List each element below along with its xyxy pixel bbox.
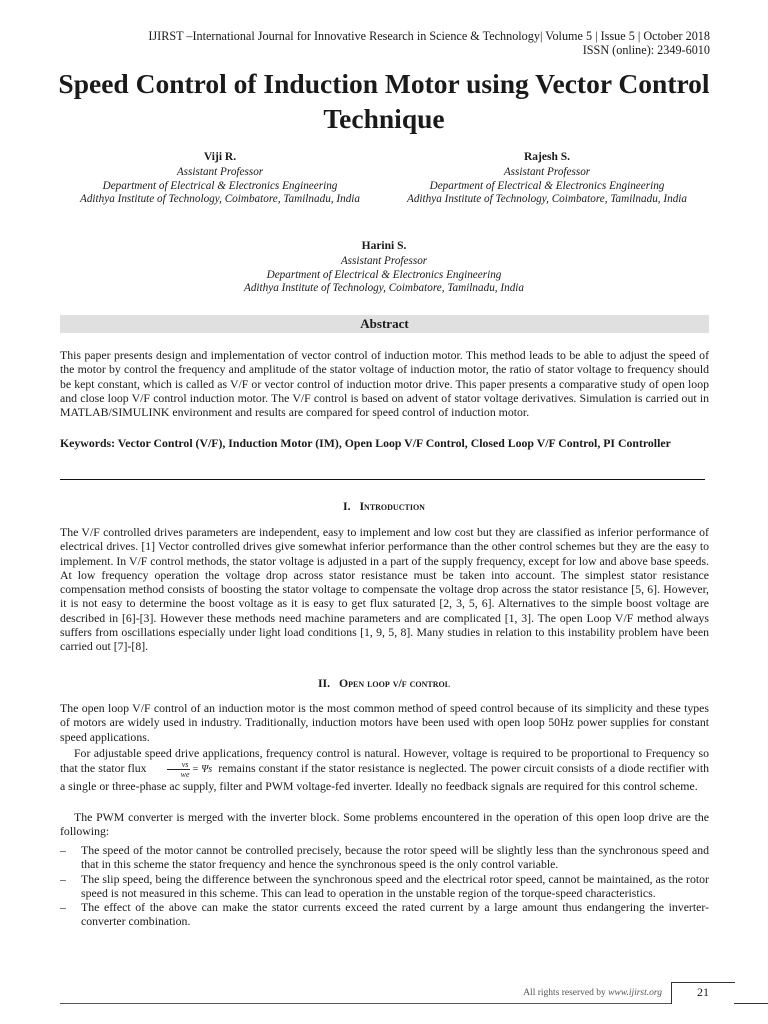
flux-rhs: = Ψs [192,764,213,776]
author-department: Department of Electrical & Electronics Engineering [429,179,665,192]
section-heading-open-loop [0,676,768,691]
author-block [184,240,584,296]
introduction-text: The V/F controlled drives parameters are independent, easy to implement and low cost but they are classified as inferior performance of electrical drives. [1] Vector controlled drives give somewhat inferior performance than the other control schemes but they are the easy to implement. In V/F control methods, the stator voltage is adjusted in a part of the supply frequency, except for low and above base speeds. At low frequency operation the voltage drop across stator resistance must be taken into account. The simplest stator resistance compensation method consists of boosting the stator voltage to compensate the voltage drop across the stator resistance [5, 6]. However, it is not easy to determine the boost voltage as it is easy to get flux saturated [2, 3, 5, 6]. Alternatives to the simple boost voltage are described in [6]-[3]. However these methods need machine parameters and are complicated [1, 3]. The open Loop V/F method always suffers from oscillations especially under light load conditions [1, 9, 5, 8]. Many studies in relation to this instability problem have been carried out [7]-[8]. [60,525,709,654]
page-number: 21 [697,985,709,999]
flux-fraction [167,760,190,779]
abstract-text: This paper presents design and implementation of vector control of induction motor. This method leads to be able to adjust the speed of the motor by control the frequency and amplitude of the stator voltage of induction motor, the ratio of stator voltage to frequency should be kept constant, which is called as V/F or vector control of induction motor drive. This paper presents a comparative study of open loop and close loop V/F control induction motor. The V/F control is based on advent of stator voltage derivatives. Simulation is carried out in MATLAB/SIMULINK environment and results are compared for speed control of induction motor. [60,348,709,420]
section-number: I. [343,499,351,513]
abstract-heading: Abstract [60,315,709,333]
open-loop-paragraph-1: The open loop V/F control of an induction motor is the most common method of speed control because of its simplicity and these types of motors are widely used in industry. Traditionally, induction motors have been used with open loop 50Hz power supplies for constant speed applications. [60,701,709,744]
paragraph-text: For adjustable speed drive applications, frequency control is natural. However, voltage is required to be proportional to Frequency so that the stator flux [60,746,709,776]
list-item-text: The effect of the above can make the stator currents exceed the rated current by a large amount thus endangering the inverter-converter combination. [81,900,709,929]
problem-list [60,843,709,929]
author-block [387,151,707,207]
list-item [60,872,709,901]
author-block [60,151,380,207]
author-institution: Adithya Institute of Technology, Coimbatore, Tamilnadu, India [80,193,360,206]
list-item-text: The slip speed, being the difference between the synchronous speed and the electrical rotor speed, cannot be maintained, as the rotor speed is not measured in this scheme. This can lead to operation in the unstable region of the torque-speed characteristics. [81,871,709,900]
author-name: Viji R. [203,151,237,163]
section-title: Introduction [359,499,425,513]
section-number: II. [317,676,331,690]
footer-rule [60,1003,671,1004]
author-department: Department of Electrical & Electronics Engineering [266,268,502,281]
author-role: Assistant Professor [503,165,591,178]
journal-header: IJIRST –International Journal for Innovative Research in Science & Technology| Volume 5 | Issue 5 | October 2018 [148,29,710,43]
bullet-marker: – [60,871,66,886]
author-institution: Adithya Institute of Technology, Coimbatore, Tamilnadu, India [244,282,524,295]
footer-rights [523,988,662,998]
flux-equation [153,760,213,779]
flux-numerator: vs [167,760,190,770]
paper-title: Speed Control of Induction Motor using Vector Control Technique [58,68,710,134]
section-title: Open loop v/f control [338,676,451,690]
bullet-marker: – [60,843,66,857]
issn-line: ISSN (online): 2349-6010 [582,43,710,57]
keywords: Keywords: Vector Control (V/F), Induction Motor (IM), Open Loop V/F Control, Closed Loop V/F Control, PI Controller [60,436,671,450]
author-name: Harini S. [361,240,407,252]
author-department: Department of Electrical & Electronics Engineering [102,179,338,192]
author-name: Rajesh S. [523,151,570,163]
list-item [60,843,709,872]
author-institution: Adithya Institute of Technology, Coimbatore, Tamilnadu, India [407,193,687,206]
flux-denominator: we [180,770,190,780]
section-heading-introduction [0,499,768,514]
open-loop-paragraph-3: The PWM converter is merged with the inverter block. Some problems encountered in the operation of this open loop drive are the following: [60,810,709,839]
list-item [60,900,709,929]
paragraph-text: remains constant if the stator resistance is neglected. The power circuit consists of a diode rectifier with a single or three-phase ac supply, filter and PWM voltage-fed inverter. Ideally no feedback signals are required for this control scheme. [60,761,710,794]
open-loop-paragraph-2 [60,746,709,794]
footer-rule-tail [734,1003,768,1004]
author-role: Assistant Professor [340,254,428,267]
author-role: Assistant Professor [176,165,264,178]
website-link[interactable]: www.ijirst.org [608,988,662,998]
bullet-marker: – [60,900,66,915]
rights-text: All rights reserved by [523,988,606,998]
section-divider [60,479,705,480]
list-item-text: The speed of the motor cannot be controlled precisely, because the rotor speed will be slightly less than the synchronous speed and that in this scheme the stator frequency and hence the synchronous speed is the only control variable. [81,843,709,872]
